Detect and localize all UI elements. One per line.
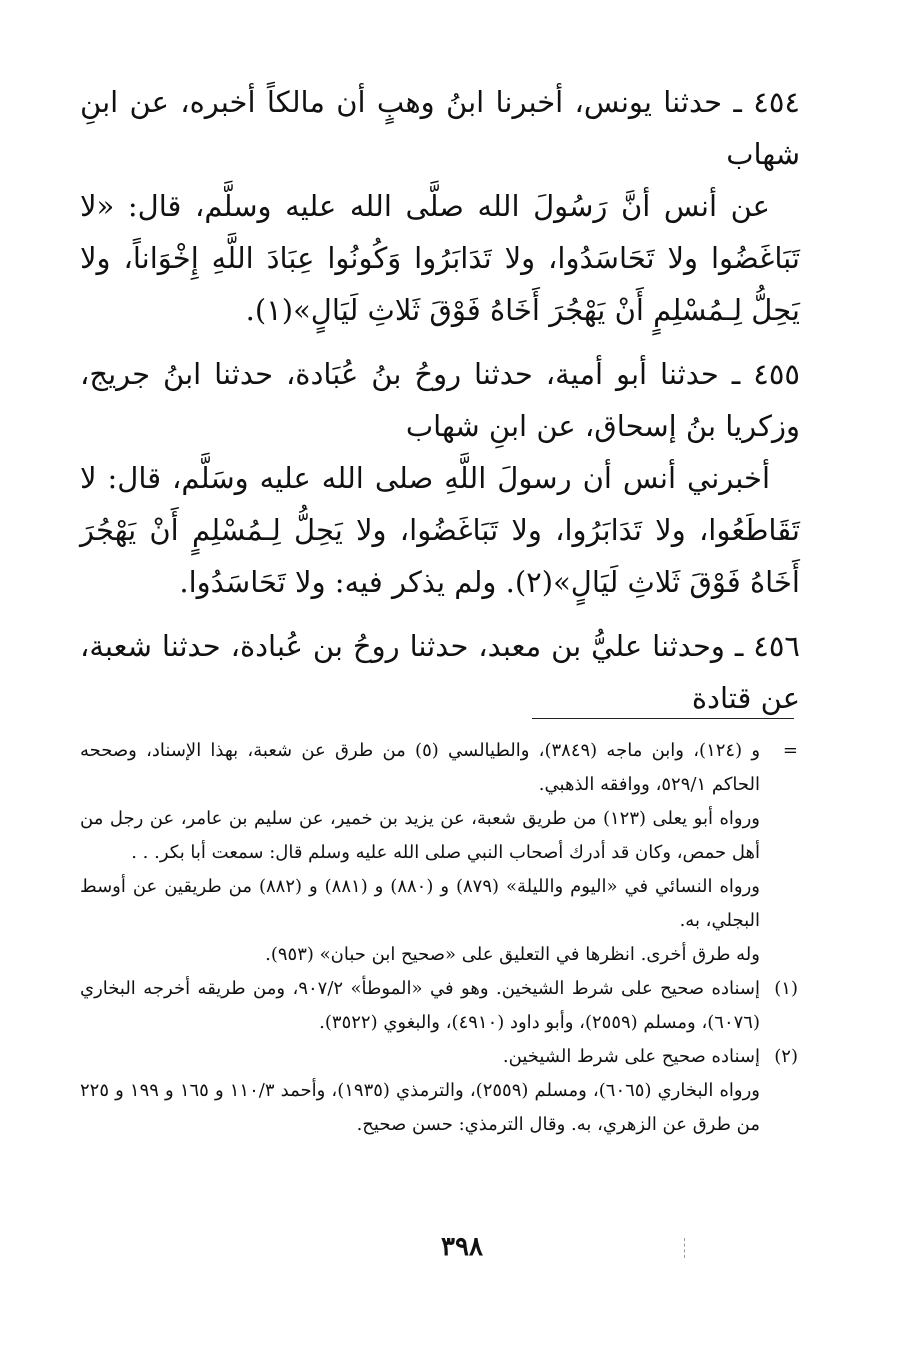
main-text — [80, 70, 800, 724]
footnote-mark: (١) — [774, 978, 798, 999]
footnote-paragraph: ورواه النسائي في «اليوم والليلة» (٨٧٩) و (٨٨٠) و (٨٨١) و (٨٨٢) من طريقين عن أوسط البجلي، به. — [80, 876, 760, 931]
page-number: ٣٩٨ — [441, 1232, 483, 1262]
footnote-paragraph: و (١٢٤)، وابن ماجه (٣٨٤٩)، والطيالسي (٥) من طرق عن شعبة، بهذا الإسناد، وصححه الحاكم ٥٢٩/١، ووافقه الذهبي. — [80, 740, 761, 795]
footnote-paragraph: ورواه البخاري (٦٠٦٥)، ومسلم (٢٥٥٩)، والترمذي (١٩٣٥)، وأحمد ١١٠/٣ و ١٦٥ و ١٩٩ و ٢٢٥ من طرق عن الزهري، به. وقال الترمذي: حسن صحيح. — [80, 1080, 760, 1135]
hadith-454-matn: عن أنس أنَّ رَسُولَ الله صلَّى الله عليه وسلَّم، قال: «لا تَبَاغَضُوا ولا تَحَاسَدُوا، ولا تَدَابَرُوا وَكُونُوا عِبَادَ اللَّهِ إِخْوَاناً، ولا يَحِلُّ لِـمُسْلِمٍ أَنْ يَهْجُرَ أَخَاهُ فَوْقَ ثَلاثِ لَيَالٍ»(١). — [80, 189, 800, 327]
hadith-454 — [80, 76, 800, 336]
hadith-456-isnad: ٤٥٦ ـ وحدثنا عليُّ بن معبد، حدثنا روحُ بن عُبادة، حدثنا شعبة، عن قتادة — [80, 629, 800, 715]
footnote-1 — [80, 972, 798, 1040]
footnote-paragraph: ورواه أبو يعلى (١٢٣) من طريق شعبة، عن يزيد بن خمير، عن سليم بن عامر، عن رجل من أهل حمص، وكان قد أدرك أصحاب النبي صلى الله عليه وسلم قال: سمعت أبا بكر. . . — [80, 808, 760, 863]
hadith-455-matn: أخبرني أنس أن رسولَ اللَّهِ صلى الله عليه وسَلَّم، قال: لا تَقَاطَعُوا، ولا تَدَابَرُوا، ولا تَبَاغَضُوا، ولا يَحِلُّ لِـمُسْلِمٍ أَنْ يَهْجُرَ أَخَاهُ فَوْقَ ثَلاثِ لَيَالٍ»(٢). ولم يذكر فيه: ولا تَحَاسَدُوا. — [80, 461, 800, 599]
footnote-paragraph: إسناده صحيح على شرط الشيخين. — [502, 1046, 760, 1067]
footnote-paragraph: إسناده صحيح على شرط الشيخين. وهو في «الموطأ» ٩٠٧/٢، ومن طريقه أخرجه البخاري (٦٠٧٦)، ومسلم (٢٥٥٩)، وأبو داود (٤٩١٠)، والبغوي (٣٥٢٢). — [80, 978, 760, 1033]
margin-mark — [684, 1238, 686, 1258]
footnote-paragraph: وله طرق أخرى. انظرها في التعليق على «صحيح ابن حبان» (٩٥٣). — [265, 944, 760, 965]
footnote-separator — [532, 718, 794, 719]
footnote-continuation — [80, 734, 798, 972]
hadith-456 — [80, 620, 800, 724]
footnote-2 — [80, 1040, 798, 1142]
hadith-455 — [80, 348, 800, 608]
hadith-454-isnad: ٤٥٤ ـ حدثنا يونس، أخبرنا ابنُ وهبٍ أن مالكاً أخبره، عن ابنِ شهاب — [80, 85, 800, 171]
footnote-mark: (٢) — [774, 1046, 798, 1067]
footnotes — [80, 734, 798, 1142]
hadith-455-isnad: ٤٥٥ ـ حدثنا أبو أمية، حدثنا روحُ بنُ عُبَادة، حدثنا ابنُ جريج، وزكريا بنُ إسحاق، عن ابنِ شهاب — [80, 357, 800, 443]
footnote-mark: = — [782, 740, 798, 761]
